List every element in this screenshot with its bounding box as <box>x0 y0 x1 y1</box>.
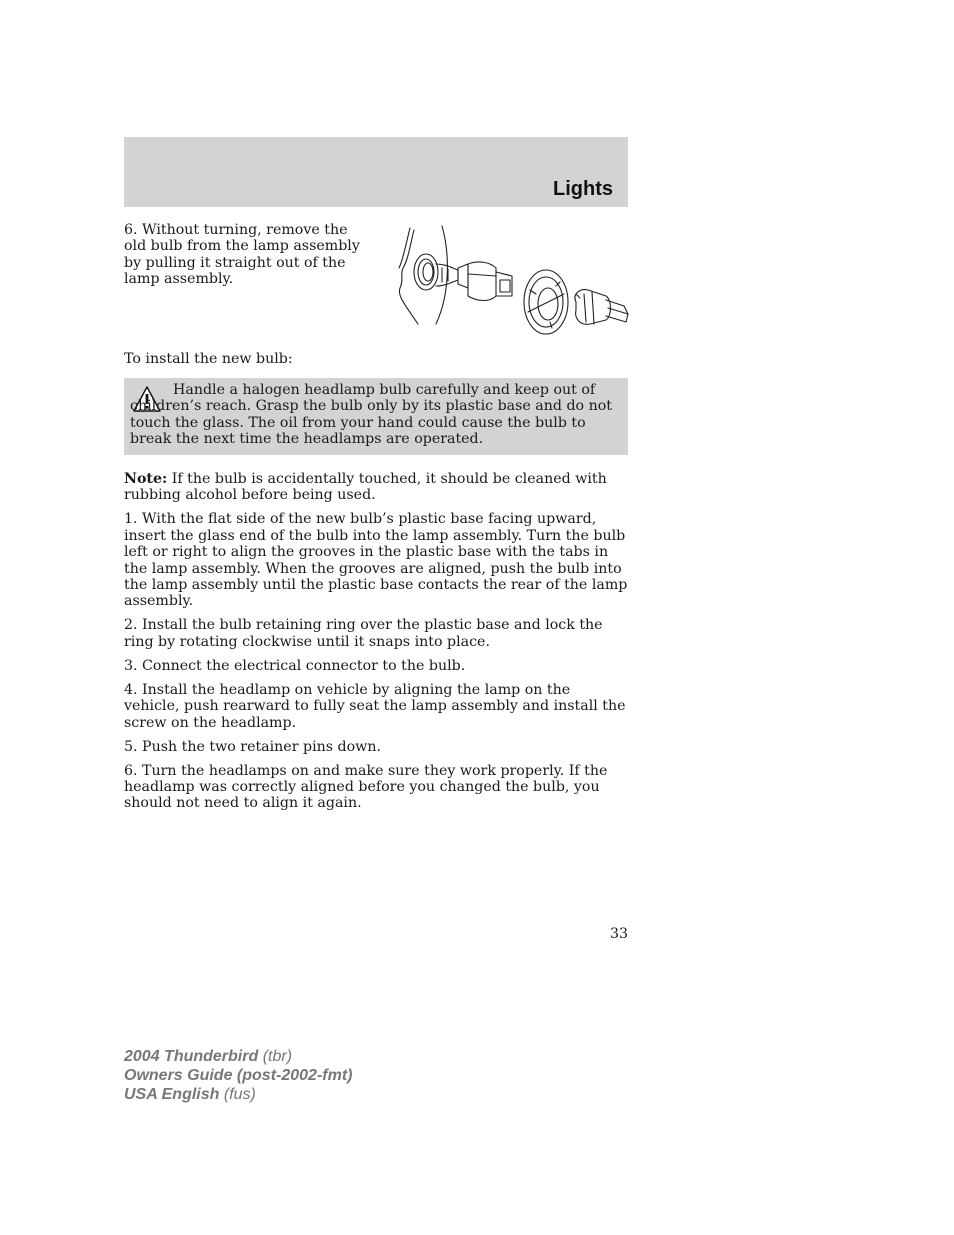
install-step-3: 3. Connect the electrical connector to the bulb. <box>124 657 466 674</box>
install-heading: To install the new bulb: <box>124 351 293 367</box>
footer-line-2: Owners Guide (post-2002-fmt) <box>124 1067 353 1084</box>
warning-text <box>130 382 615 448</box>
note-label: Note: <box>124 471 168 487</box>
footer-line-3: USA English (fus) <box>124 1086 256 1103</box>
document-footer <box>124 1047 352 1104</box>
footer-line-1: 2004 Thunderbird (tbr) <box>124 1048 293 1065</box>
section-title: Lights <box>553 178 613 200</box>
section-header-band <box>124 137 628 207</box>
note-text: If the bulb is accidentally touched, it should be cleaned with rubbing alcohol before being used. <box>124 471 607 504</box>
note-paragraph <box>124 471 628 504</box>
warning-first-line: Handle a halogen headlamp bulb carefully and keep out of <box>173 382 596 398</box>
install-step-4: 4. Install the headlamp on vehicle by aligning the lamp on the vehicle, push rearward to fully seat the lamp assembly and install the screw on the headlamp. <box>124 681 626 731</box>
warning-box <box>124 378 628 455</box>
instructions-body <box>124 471 628 819</box>
install-step-6: 6. Turn the headlamps on and make sure they work properly. If the headlamp was correctly aligned before you changed the bulb, you should not need to align it again. <box>124 762 608 812</box>
install-step-5: 5. Push the two retainer pins down. <box>124 738 381 755</box>
remove-bulb-step: 6. Without turning, remove the old bulb from the lamp assembly by pulling it straight out of the lamp assembly. <box>124 222 360 288</box>
warning-rest: children’s reach. Grasp the bulb only by its plastic base and do not touch the glass. The oil from your hand could cause the bulb to break the next time the headlamps are operated. <box>130 398 612 448</box>
install-step-1: 1. With the flat side of the new bulb’s plastic base facing upward, insert the glass end of the bulb into the lamp assembly. Turn the bulb left or right to align the grooves in the plastic base with the tabs in the lamp assembly. When the grooves are aligned, push the bulb into the lamp assembly until the plastic base contacts the rear of the lamp assembly. <box>124 511 628 610</box>
install-step-2: 2. Install the bulb retaining ring over the plastic base and lock the ring by rotating clockwise until it snaps into place. <box>124 617 603 650</box>
page-number: 33 <box>609 926 628 942</box>
headlamp-bulb-illustration <box>380 224 632 336</box>
